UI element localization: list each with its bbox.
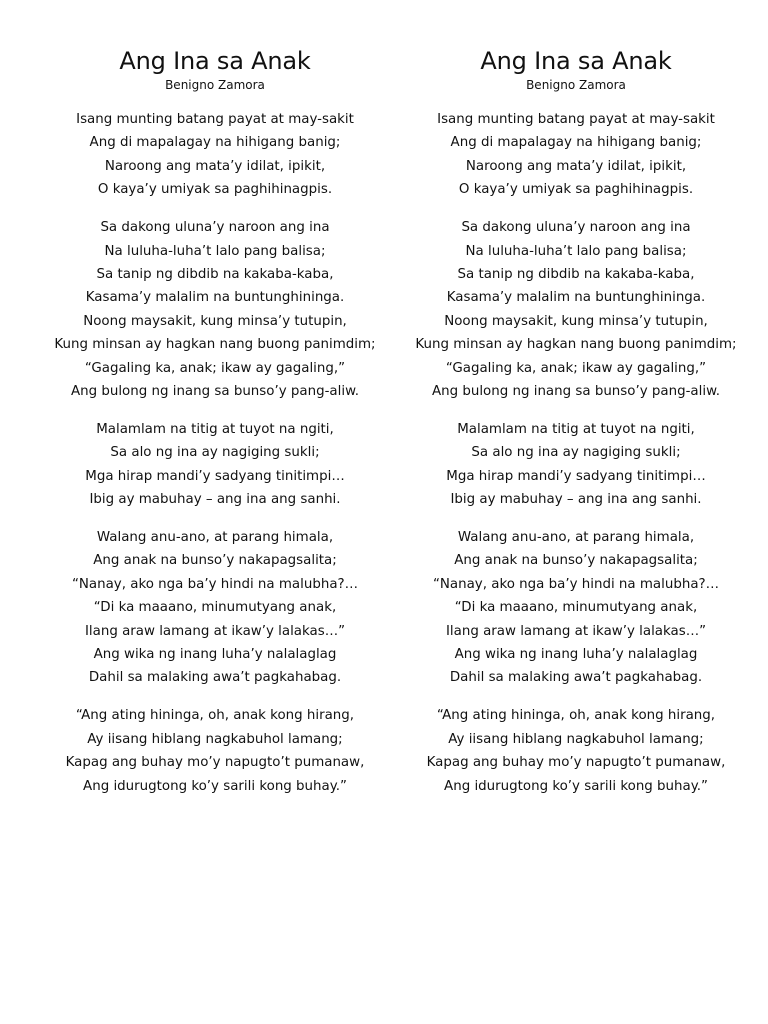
poem-line: Sa dakong uluna’y naroon ang ina [100,220,330,236]
poem-line: “Nanay, ako nga ba’y hindi na malubha?… [71,576,359,592]
poem-line: Noong maysakit, kung minsa’y tutupin, [83,313,347,329]
poem-line: Ay iisang hiblang nagkabuhol lamang; [448,731,704,747]
poem-stanza [45,704,385,798]
poem-line: Ang anak na bunso’y nakapagsalita; [93,553,337,569]
poem-line: O kaya’y umiyak sa paghihinagpis. [458,182,694,198]
poem-line: Ang bulong ng inang sa bunso’y pang-aliw. [70,383,360,399]
poem-line: Ilang araw lamang at ikaw’y lalakas…” [445,623,707,639]
poem-line: Naroong ang mata’y idilat, ipikit, [104,158,326,174]
poem-line: Kasama’y malalim na buntunghininga. [446,290,706,306]
poem-line: Ang di mapalagay na hihigang banig; [450,135,702,151]
poem-line: Ang idurugtong ko’y sarili kong buhay.” [444,778,708,794]
poem-line: Kapag ang buhay mo’y napugto’t pumanaw, [426,755,726,771]
poem-line: Ang wika ng inang luha’y nalalaglag [93,647,337,663]
poem-line: Kung minsan ay hagkan nang buong panimdim; [54,337,376,353]
poem-line: Ang idurugtong ko’y sarili kong buhay.” [83,778,347,794]
poem-stanza [45,526,385,690]
poem-line: O kaya’y umiyak sa paghihinagpis. [97,182,333,198]
poem-line: “Nanay, ako nga ba’y hindi na malubha?… [432,576,720,592]
poem-line: Malamlam na titig at tuyot na ngiti, [457,421,695,437]
poem-line: Sa dakong uluna’y naroon ang ina [461,220,691,236]
poem-line: “Di ka maaano, minumutyang anak, [93,600,337,616]
poem-line: Sa alo ng ina ay nagiging sukli; [471,445,681,461]
poem-line: Kapag ang buhay mo’y napugto’t pumanaw, [65,755,365,771]
poem-column-left [45,44,385,812]
poem-line: Sa alo ng ina ay nagiging sukli; [110,445,320,461]
poem-stanza [406,526,746,690]
poem-line: Ang bulong ng inang sa bunso’y pang-aliw. [431,383,721,399]
poem-stanza [406,108,746,202]
poem-line: Dahil sa malaking awa’t pagkahabag. [449,670,703,686]
poem-line: Ibig ay mabuhay – ang ina ang sanhi. [450,492,702,508]
poem-line: Mga hirap mandi’y sadyang tinitimpi… [85,468,345,484]
poem-line: Ang di mapalagay na hihigang banig; [89,135,341,151]
poem-line: “Ang ating hininga, oh, anak kong hirang, [436,708,716,724]
poem-stanzas [45,108,385,798]
poem-line: Sa tanip ng dibdib na kakaba-kaba, [96,266,334,282]
poem-line: Naroong ang mata’y idilat, ipikit, [465,158,687,174]
poem-line: Noong maysakit, kung minsa’y tutupin, [444,313,708,329]
poem-line: Na luluha-luha’t lalo pang balisa; [104,243,326,259]
poem-line: “Gagaling ka, anak; ikaw ay gagaling,” [84,360,346,376]
poem-title: Ang Ina sa Anak [480,47,672,75]
poem-stanza [406,216,746,403]
poem-line: Sa tanip ng dibdib na kakaba-kaba, [457,266,695,282]
poem-column-right [406,44,746,812]
poem-line: Ilang araw lamang at ikaw’y lalakas…” [84,623,346,639]
poem-line: Ibig ay mabuhay – ang ina ang sanhi. [89,492,341,508]
poem-line: “Ang ating hininga, oh, anak kong hirang, [75,708,355,724]
poem-stanza [406,704,746,798]
poem-line: Na luluha-luha’t lalo pang balisa; [465,243,687,259]
poem-author: Benigno Zamora [165,78,265,92]
poem-line: Ang anak na bunso’y nakapagsalita; [454,553,698,569]
poem-line: Kasama’y malalim na buntunghininga. [85,290,345,306]
poem-stanza [406,418,746,512]
poem-line: Dahil sa malaking awa’t pagkahabag. [88,670,342,686]
poem-title: Ang Ina sa Anak [119,47,311,75]
poem-line: Walang anu-ano, at parang himala, [457,530,695,545]
poem-line: Kung minsan ay hagkan nang buong panimdim; [415,337,737,353]
poem-line: Isang munting batang payat at may-sakit [437,112,715,127]
poem-line: Malamlam na titig at tuyot na ngiti, [96,421,334,437]
poem-line: Ang wika ng inang luha’y nalalaglag [454,647,698,663]
poem-line: Mga hirap mandi’y sadyang tinitimpi… [446,468,706,484]
poem-line: Ay iisang hiblang nagkabuhol lamang; [87,731,343,747]
poem-stanza [45,108,385,202]
poem-line: Walang anu-ano, at parang himala, [96,530,334,545]
poem-line: “Gagaling ka, anak; ikaw ay gagaling,” [445,360,707,376]
poem-author: Benigno Zamora [526,78,626,92]
poem-stanza [45,216,385,403]
poem-stanzas [406,108,746,798]
poem-line: “Di ka maaano, minumutyang anak, [454,600,698,616]
poem-line: Isang munting batang payat at may-sakit [76,112,354,127]
poem-stanza [45,418,385,512]
